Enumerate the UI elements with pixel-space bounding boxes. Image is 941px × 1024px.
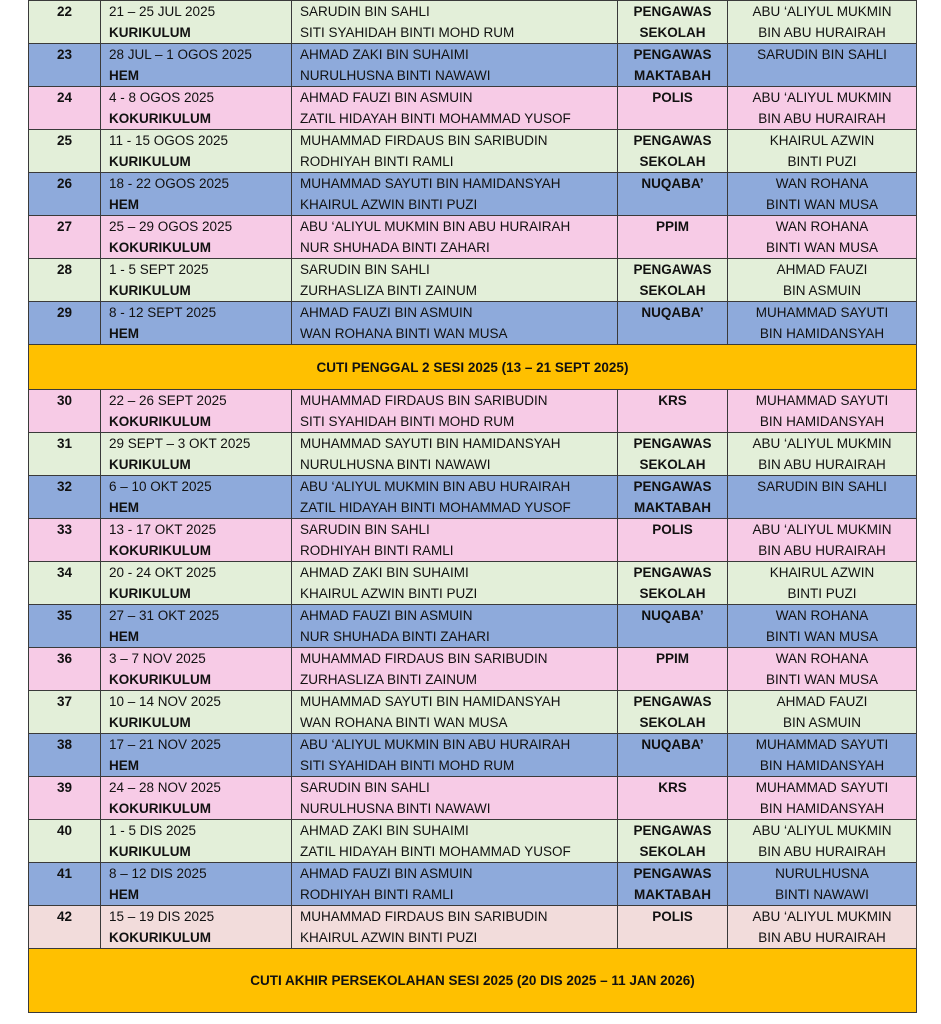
roster-row (29, 519, 917, 562)
year-end-break-banner: CUTI AKHIR PERSEKOLAHAN SESI 2025 (20 DIS 2025 – 11 JAN 2026) (29, 949, 917, 1013)
teachers-on-duty-cell (292, 44, 618, 87)
teachers-on-duty-cell (292, 519, 618, 562)
week-date: 1 - 5 SEPT 2025 (109, 262, 209, 277)
week-date: 22 – 26 SEPT 2025 (109, 393, 227, 408)
roster-row (29, 734, 917, 777)
week-date: 17 – 21 NOV 2025 (109, 737, 221, 752)
week-number: 27 (29, 216, 101, 259)
week-date-cell (101, 130, 292, 173)
roster-block-2 (29, 390, 917, 949)
advisor-cell (728, 777, 917, 820)
week-date-cell (101, 562, 292, 605)
advisor-name-line: ABU ‘ALIYUL MUKMIN (752, 909, 892, 924)
roster-block-1 (29, 1, 917, 345)
student-body-line: KRS (658, 780, 687, 795)
week-date-cell (101, 87, 292, 130)
teachers-on-duty-cell (292, 216, 618, 259)
advisor-name-line: ABU ‘ALIYUL MUKMIN (752, 4, 892, 19)
week-date: 21 – 25 JUL 2025 (109, 4, 216, 19)
student-body-line: POLIS (652, 522, 693, 537)
week-number: 36 (29, 648, 101, 691)
teacher-name: ABU ‘ALIYUL MUKMIN BIN ABU HURAIRAH (300, 737, 571, 752)
advisor-name-line: BIN ABU HURAIRAH (758, 111, 886, 126)
week-date: 13 - 17 OKT 2025 (109, 522, 217, 537)
advisor-cell (728, 87, 917, 130)
roster-row (29, 433, 917, 476)
advisor-cell (728, 302, 917, 345)
week-date: 20 - 24 OKT 2025 (109, 565, 217, 580)
student-body-cell (618, 433, 728, 476)
unit-label: KOKURIKULUM (109, 543, 211, 558)
advisor-name-line: KHAIRUL AZWIN (769, 565, 875, 580)
teachers-on-duty-cell (292, 87, 618, 130)
roster-row (29, 476, 917, 519)
student-body-line: PENGAWAS (633, 823, 712, 838)
student-body-cell (618, 648, 728, 691)
week-number: 25 (29, 130, 101, 173)
week-date: 6 – 10 OKT 2025 (109, 479, 212, 494)
week-date-cell (101, 777, 292, 820)
teacher-name: ZURHASLIZA BINTI ZAINUM (300, 283, 478, 298)
advisor-name-line: BIN HAMIDANSYAH (759, 801, 885, 816)
teacher-name: ZURHASLIZA BINTI ZAINUM (300, 672, 478, 687)
teacher-name: AHMAD FAUZI BIN ASMUIN (300, 90, 473, 105)
advisor-name-line: MUHAMMAD SAYUTI (755, 305, 889, 320)
teacher-name: SARUDIN BIN SAHLI (300, 522, 430, 537)
advisor-name-line: BIN HAMIDANSYAH (759, 758, 885, 773)
roster-row (29, 691, 917, 734)
student-body-cell (618, 605, 728, 648)
teacher-name: NUR SHUHADA BINTI ZAHARI (300, 240, 490, 255)
week-number: 40 (29, 820, 101, 863)
roster-row (29, 1, 917, 44)
advisor-cell (728, 1, 917, 44)
teacher-name: NUR SHUHADA BINTI ZAHARI (300, 629, 490, 644)
student-body-line: MAKTABAH (634, 500, 711, 515)
unit-label: KOKURIKULUM (109, 240, 211, 255)
student-body-line: NUQABA’ (641, 176, 704, 191)
advisor-name-line: BIN ABU HURAIRAH (758, 844, 886, 859)
student-body-line: MAKTABAH (634, 887, 711, 902)
student-body-cell (618, 820, 728, 863)
week-number: 39 (29, 777, 101, 820)
student-body-cell (618, 302, 728, 345)
week-date: 1 - 5 DIS 2025 (109, 823, 197, 838)
teacher-name: SITI SYAHIDAH BINTI MOHD RUM (300, 758, 515, 773)
roster-row (29, 130, 917, 173)
student-body-cell (618, 863, 728, 906)
student-body-line: PENGAWAS (633, 47, 712, 62)
week-date: 15 – 19 DIS 2025 (109, 909, 215, 924)
advisor-cell (728, 906, 917, 949)
advisor-cell (728, 519, 917, 562)
week-date: 10 – 14 NOV 2025 (109, 694, 221, 709)
advisor-cell (728, 130, 917, 173)
unit-label: HEM (109, 68, 139, 83)
teachers-on-duty-cell (292, 1, 618, 44)
week-date-cell (101, 734, 292, 777)
student-body-line: POLIS (652, 90, 693, 105)
week-date-cell (101, 259, 292, 302)
unit-label: KOKURIKULUM (109, 930, 211, 945)
teacher-name: MUHAMMAD FIRDAUS BIN SARIBUDIN (300, 133, 548, 148)
teacher-name: MUHAMMAD SAYUTI BIN HAMIDANSYAH (300, 436, 561, 451)
advisor-cell (728, 820, 917, 863)
roster-row (29, 390, 917, 433)
advisor-name-line: BIN ASMUIN (782, 283, 861, 298)
student-body-cell (618, 173, 728, 216)
week-number: 42 (29, 906, 101, 949)
advisor-name-line: MUHAMMAD SAYUTI (755, 737, 889, 752)
student-body-line: PENGAWAS (633, 866, 712, 881)
teachers-on-duty-cell (292, 476, 618, 519)
teachers-on-duty-cell (292, 433, 618, 476)
advisor-name-line: ABU ‘ALIYUL MUKMIN (752, 522, 892, 537)
student-body-line: SEKOLAH (639, 283, 706, 298)
student-body-line: SEKOLAH (639, 25, 706, 40)
week-number: 24 (29, 87, 101, 130)
teachers-on-duty-cell (292, 605, 618, 648)
teachers-on-duty-cell (292, 173, 618, 216)
teachers-on-duty-cell (292, 691, 618, 734)
roster-row (29, 562, 917, 605)
advisor-name-line: BINTI NAWAWI (775, 887, 869, 902)
advisor-name-line: KHAIRUL AZWIN (769, 133, 875, 148)
teacher-name: AHMAD ZAKI BIN SUHAIMI (300, 823, 469, 838)
student-body-line: POLIS (652, 909, 693, 924)
student-body-line: SEKOLAH (639, 586, 706, 601)
advisor-name-line: NURULHUSNA (775, 866, 869, 881)
roster-row (29, 863, 917, 906)
student-body-cell (618, 519, 728, 562)
week-date: 4 - 8 OGOS 2025 (109, 90, 215, 105)
advisor-name-line: BINTI WAN MUSA (765, 197, 878, 212)
week-date-cell (101, 390, 292, 433)
student-body-cell (618, 259, 728, 302)
duty-roster-table (28, 0, 917, 1013)
student-body-cell (618, 87, 728, 130)
duty-roster-sheet (28, 0, 916, 1013)
student-body-line: NUQABA’ (641, 608, 704, 623)
teacher-name: ZATIL HIDAYAH BINTI MOHAMMAD YUSOF (300, 500, 571, 515)
week-number: 32 (29, 476, 101, 519)
week-date-cell (101, 648, 292, 691)
teacher-name: MUHAMMAD FIRDAUS BIN SARIBUDIN (300, 393, 548, 408)
week-number: 35 (29, 605, 101, 648)
advisor-name-line: WAN ROHANA (775, 651, 869, 666)
teacher-name: SITI SYAHIDAH BINTI MOHD RUM (300, 25, 515, 40)
student-body-cell (618, 777, 728, 820)
week-number: 37 (29, 691, 101, 734)
week-date: 8 – 12 DIS 2025 (109, 866, 207, 881)
unit-label: HEM (109, 500, 139, 515)
roster-row (29, 44, 917, 87)
term-break-banner: CUTI PENGGAL 2 SESI 2025 (13 – 21 SEPT 2025) (29, 345, 917, 390)
week-date: 27 – 31 OKT 2025 (109, 608, 220, 623)
advisor-name-line: BINTI PUZI (787, 586, 857, 601)
week-number: 41 (29, 863, 101, 906)
student-body-cell (618, 216, 728, 259)
teacher-name: WAN ROHANA BINTI WAN MUSA (300, 715, 508, 730)
student-body-cell (618, 562, 728, 605)
week-number: 23 (29, 44, 101, 87)
advisor-cell (728, 390, 917, 433)
advisor-cell (728, 259, 917, 302)
advisor-name-line: BIN HAMIDANSYAH (759, 414, 885, 429)
roster-row (29, 820, 917, 863)
week-number: 30 (29, 390, 101, 433)
student-body-cell (618, 906, 728, 949)
teachers-on-duty-cell (292, 648, 618, 691)
teacher-name: NURULHUSNA BINTI NAWAWI (300, 801, 491, 816)
teachers-on-duty-cell (292, 259, 618, 302)
roster-row (29, 216, 917, 259)
week-date-cell (101, 863, 292, 906)
unit-label: KOKURIKULUM (109, 111, 211, 126)
student-body-line: MAKTABAH (634, 68, 711, 83)
week-date-cell (101, 44, 292, 87)
advisor-name-line: AHMAD FAUZI (776, 262, 868, 277)
unit-label: KURIKULUM (109, 715, 191, 730)
teacher-name: MUHAMMAD FIRDAUS BIN SARIBUDIN (300, 909, 548, 924)
teacher-name: SARUDIN BIN SAHLI (300, 4, 430, 19)
teacher-name: SARUDIN BIN SAHLI (300, 780, 430, 795)
week-number: 29 (29, 302, 101, 345)
advisor-cell (728, 476, 917, 519)
unit-label: KURIKULUM (109, 586, 191, 601)
advisor-name-line: WAN ROHANA (775, 176, 869, 191)
student-body-line: NUQABA’ (641, 305, 704, 320)
teacher-name: RODHIYAH BINTI RAMLI (300, 154, 454, 169)
teacher-name: ZATIL HIDAYAH BINTI MOHAMMAD YUSOF (300, 111, 571, 126)
week-date: 11 - 15 OGOS 2025 (109, 133, 229, 148)
week-date-cell (101, 302, 292, 345)
teacher-name: AHMAD ZAKI BIN SUHAIMI (300, 47, 469, 62)
unit-label: HEM (109, 197, 139, 212)
advisor-name-line: MUHAMMAD SAYUTI (755, 780, 889, 795)
roster-row (29, 259, 917, 302)
student-body-cell (618, 130, 728, 173)
advisor-name-line: WAN ROHANA (775, 608, 869, 623)
teacher-name: ZATIL HIDAYAH BINTI MOHAMMAD YUSOF (300, 844, 571, 859)
advisor-cell (728, 734, 917, 777)
unit-label: KOKURIKULUM (109, 672, 211, 687)
week-number: 26 (29, 173, 101, 216)
week-date-cell (101, 173, 292, 216)
roster-row (29, 906, 917, 949)
teacher-name: SARUDIN BIN SAHLI (300, 262, 430, 277)
unit-label: KOKURIKULUM (109, 801, 211, 816)
unit-label: HEM (109, 326, 139, 341)
advisor-name-line: BIN ASMUIN (782, 715, 861, 730)
advisor-name-line: ABU ‘ALIYUL MUKMIN (752, 436, 892, 451)
advisor-name-line: BIN ABU HURAIRAH (758, 457, 886, 472)
teacher-name: AHMAD FAUZI BIN ASMUIN (300, 608, 473, 623)
week-date-cell (101, 1, 292, 44)
advisor-name-line: BINTI WAN MUSA (765, 240, 878, 255)
unit-label: KURIKULUM (109, 283, 191, 298)
teachers-on-duty-cell (292, 863, 618, 906)
advisor-cell (728, 44, 917, 87)
teachers-on-duty-cell (292, 906, 618, 949)
week-number: 34 (29, 562, 101, 605)
advisor-name-line: ABU ‘ALIYUL MUKMIN (752, 90, 892, 105)
advisor-cell (728, 216, 917, 259)
teacher-name: MUHAMMAD SAYUTI BIN HAMIDANSYAH (300, 694, 561, 709)
week-date-cell (101, 476, 292, 519)
advisor-name-line: BIN ABU HURAIRAH (758, 25, 886, 40)
advisor-name-line: BINTI WAN MUSA (765, 629, 878, 644)
student-body-line: KRS (658, 393, 687, 408)
roster-row (29, 173, 917, 216)
advisor-cell (728, 605, 917, 648)
advisor-name-line: WAN ROHANA (775, 219, 869, 234)
student-body-cell (618, 691, 728, 734)
week-number: 22 (29, 1, 101, 44)
unit-label: HEM (109, 629, 139, 644)
week-number: 33 (29, 519, 101, 562)
teacher-name: KHAIRUL AZWIN BINTI PUZI (300, 197, 478, 212)
student-body-line: PENGAWAS (633, 436, 712, 451)
week-date-cell (101, 605, 292, 648)
advisor-cell (728, 648, 917, 691)
student-body-cell (618, 1, 728, 44)
roster-row (29, 648, 917, 691)
unit-label: KURIKULUM (109, 25, 191, 40)
student-body-line: PENGAWAS (633, 565, 712, 580)
student-body-line: SEKOLAH (639, 457, 706, 472)
roster-row (29, 605, 917, 648)
advisor-cell (728, 691, 917, 734)
student-body-line: NUQABA’ (641, 737, 704, 752)
student-body-line: PENGAWAS (633, 4, 712, 19)
teacher-name: WAN ROHANA BINTI WAN MUSA (300, 326, 508, 341)
week-date: 3 – 7 NOV 2025 (109, 651, 206, 666)
advisor-name-line: BINTI WAN MUSA (765, 672, 878, 687)
week-number: 28 (29, 259, 101, 302)
teachers-on-duty-cell (292, 302, 618, 345)
advisor-name-line: SARUDIN BIN SAHLI (757, 479, 887, 494)
student-body-cell (618, 734, 728, 777)
advisor-cell (728, 173, 917, 216)
week-date: 8 - 12 SEPT 2025 (109, 305, 217, 320)
advisor-cell (728, 433, 917, 476)
advisor-name-line: BIN HAMIDANSYAH (759, 326, 885, 341)
student-body-line: SEKOLAH (639, 715, 706, 730)
week-date-cell (101, 906, 292, 949)
student-body-cell (618, 44, 728, 87)
week-date: 28 JUL – 1 OGOS 2025 (109, 47, 252, 62)
teachers-on-duty-cell (292, 562, 618, 605)
roster-break-1 (29, 345, 917, 390)
student-body-line: SEKOLAH (639, 154, 706, 169)
student-body-line: PENGAWAS (633, 133, 712, 148)
advisor-name-line: ABU ‘ALIYUL MUKMIN (752, 823, 892, 838)
teachers-on-duty-cell (292, 390, 618, 433)
teachers-on-duty-cell (292, 777, 618, 820)
week-number: 38 (29, 734, 101, 777)
teacher-name: NURULHUSNA BINTI NAWAWI (300, 457, 491, 472)
advisor-name-line: SARUDIN BIN SAHLI (757, 47, 887, 62)
advisor-name-line: BINTI PUZI (787, 154, 857, 169)
week-date-cell (101, 519, 292, 562)
unit-label: KURIKULUM (109, 844, 191, 859)
student-body-line: SEKOLAH (639, 844, 706, 859)
teacher-name: RODHIYAH BINTI RAMLI (300, 543, 454, 558)
week-date-cell (101, 820, 292, 863)
student-body-line: PENGAWAS (633, 694, 712, 709)
unit-label: HEM (109, 887, 139, 902)
advisor-name-line: BIN ABU HURAIRAH (758, 543, 886, 558)
unit-label: KURIKULUM (109, 457, 191, 472)
teacher-name: AHMAD ZAKI BIN SUHAIMI (300, 565, 469, 580)
teacher-name: NURULHUSNA BINTI NAWAWI (300, 68, 491, 83)
week-date: 29 SEPT – 3 OKT 2025 (109, 436, 251, 451)
teacher-name: RODHIYAH BINTI RAMLI (300, 887, 454, 902)
advisor-name-line: MUHAMMAD SAYUTI (755, 393, 889, 408)
teacher-name: AHMAD FAUZI BIN ASMUIN (300, 305, 473, 320)
student-body-cell (618, 390, 728, 433)
week-number: 31 (29, 433, 101, 476)
student-body-line: PPIM (655, 651, 689, 666)
roster-row (29, 777, 917, 820)
week-date-cell (101, 216, 292, 259)
student-body-line: PENGAWAS (633, 262, 712, 277)
unit-label: KOKURIKULUM (109, 414, 211, 429)
roster-row (29, 302, 917, 345)
advisor-name-line: AHMAD FAUZI (776, 694, 868, 709)
teacher-name: ABU ‘ALIYUL MUKMIN BIN ABU HURAIRAH (300, 479, 571, 494)
teacher-name: AHMAD FAUZI BIN ASMUIN (300, 866, 473, 881)
week-date-cell (101, 691, 292, 734)
student-body-cell (618, 476, 728, 519)
week-date-cell (101, 433, 292, 476)
week-date: 18 - 22 OGOS 2025 (109, 176, 230, 191)
teachers-on-duty-cell (292, 734, 618, 777)
teacher-name: SITI SYAHIDAH BINTI MOHD RUM (300, 414, 515, 429)
student-body-line: PENGAWAS (633, 479, 712, 494)
teacher-name: MUHAMMAD SAYUTI BIN HAMIDANSYAH (300, 176, 561, 191)
week-date: 24 – 28 NOV 2025 (109, 780, 221, 795)
advisor-cell (728, 562, 917, 605)
teacher-name: ABU ‘ALIYUL MUKMIN BIN ABU HURAIRAH (300, 219, 571, 234)
teachers-on-duty-cell (292, 820, 618, 863)
unit-label: KURIKULUM (109, 154, 191, 169)
unit-label: HEM (109, 758, 139, 773)
week-date: 25 – 29 OGOS 2025 (109, 219, 233, 234)
advisor-name-line: BIN ABU HURAIRAH (758, 930, 886, 945)
teacher-name: KHAIRUL AZWIN BINTI PUZI (300, 586, 478, 601)
teacher-name: MUHAMMAD FIRDAUS BIN SARIBUDIN (300, 651, 548, 666)
roster-break-2 (29, 949, 917, 1013)
student-body-line: PPIM (655, 219, 689, 234)
roster-row (29, 87, 917, 130)
teacher-name: KHAIRUL AZWIN BINTI PUZI (300, 930, 478, 945)
teachers-on-duty-cell (292, 130, 618, 173)
advisor-cell (728, 863, 917, 906)
